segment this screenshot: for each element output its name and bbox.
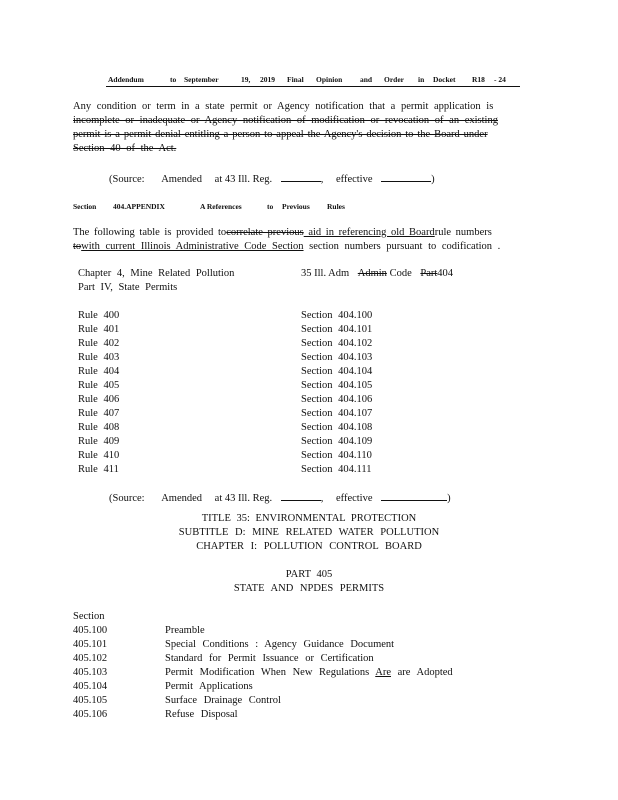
table-head-right-strike1: Admin: [357, 268, 387, 279]
subtitle-line: SUBTITLE D: MINE RELATED WATER POLLUTION: [178, 527, 440, 538]
para2-l1-b: aid in referencing old Board: [303, 227, 435, 238]
section-title: Preamble: [165, 625, 205, 636]
section-number: 405.103: [73, 667, 108, 678]
table-row-section: Section 404.100: [301, 310, 373, 321]
header-year: 2019: [260, 75, 275, 84]
header-docket: Docket: [433, 75, 456, 84]
para1-line3: permit is a permit denial entitling a person to appeal the Agency's decision to the Board under: [73, 129, 488, 140]
para2-line2: [73, 240, 533, 254]
table-head-left-2: Part IV, State Permits: [78, 282, 178, 293]
table-row-section: Section 404.109: [301, 436, 373, 447]
para2-line1: [73, 226, 533, 240]
table-row-rule: Rule 401: [78, 324, 120, 335]
part-name: STATE AND NPDES PERMITS: [233, 583, 385, 594]
source1-effective: effective: [335, 174, 373, 185]
header-day: 19,: [241, 75, 251, 84]
table-row-section: Section 404.102: [301, 338, 373, 349]
header-rule: [106, 86, 520, 87]
table-row-rule: Rule 406: [78, 394, 120, 405]
source1-at: at 43 Ill. Reg.: [214, 174, 273, 185]
header-month: September: [184, 75, 219, 84]
header-and: and: [360, 75, 373, 84]
table-row-rule: Rule 411: [78, 464, 119, 475]
table-row-section: Section 404.110: [301, 450, 372, 461]
header-order: Order: [384, 75, 404, 84]
header-dash: - 24: [494, 75, 506, 84]
table-row-section: Section 404.107: [301, 408, 373, 419]
table-row-rule: Rule 404: [78, 366, 120, 377]
chapter-line: CHAPTER I: POLLUTION CONTROL BOARD: [196, 541, 422, 552]
table-row-rule: Rule 408: [78, 422, 120, 433]
appendix-a: A References: [200, 202, 242, 211]
source2-prefix: (Source:: [109, 493, 145, 504]
table-row-section: Section 404.108: [301, 422, 373, 433]
table-row-rule: Rule 400: [78, 310, 120, 321]
para1-line2: incomplete or inadequate or Agency notification of modification or revocation of an existing: [73, 115, 498, 126]
table-row-section: Section 404.105: [301, 380, 373, 391]
source2-effective: effective: [335, 493, 373, 504]
table-row-rule: Rule 403: [78, 352, 120, 363]
section-title: Standard for Permit Issuance or Certification: [165, 653, 374, 664]
section-number: 405.100: [73, 625, 108, 636]
para2-l1-strike: correlate previous: [226, 227, 304, 238]
appendix-number: 404.APPENDIX: [113, 202, 165, 211]
section-title: Surface Drainage Control: [165, 695, 281, 706]
table-head-right: [301, 268, 453, 279]
source-note-2: [109, 490, 451, 504]
para2-l2-a: to: [73, 241, 82, 252]
source2-close: ): [447, 493, 451, 504]
para1-line4: Section 40 of the Act.: [73, 143, 177, 154]
section-title-underlined: Are: [375, 667, 391, 678]
para2-l1-a: The following table is provided to: [73, 227, 227, 238]
table-row-section: Section 404.101: [301, 324, 373, 335]
table-head-right-a: 35 Ill. Adm: [301, 268, 350, 279]
header-in: in: [418, 75, 425, 84]
table-head-right-b: Code: [389, 268, 412, 279]
header-to: to: [170, 75, 177, 84]
table-row-section: Section 404.103: [301, 352, 373, 363]
appendix-to: to: [267, 202, 274, 211]
section-title: [165, 667, 453, 678]
section-number: 405.105: [73, 695, 108, 706]
section-number: 405.104: [73, 681, 108, 692]
table-head-right-strike2: Part: [420, 268, 438, 279]
para1-line1: Any condition or term in a state permit or Agency notification that a permit application is: [73, 101, 494, 112]
source2-amended: Amended: [161, 493, 203, 504]
para2-l2-b: section numbers pursuant to codification .: [303, 241, 501, 252]
table-row-rule: Rule 405: [78, 380, 120, 391]
header-opinion: Opinion: [316, 75, 343, 84]
source2-date-blank: [381, 490, 447, 501]
para2-l1-c: rule numbers: [434, 227, 492, 238]
section-title: Special Conditions : Agency Guidance Document: [165, 639, 395, 650]
table-head-right-c: 404: [437, 268, 454, 279]
source1-amended: Amended: [161, 174, 203, 185]
table-row-section: Section 404.104: [301, 366, 373, 377]
table-row-rule: Rule 409: [78, 436, 120, 447]
title-line: TITLE 35: ENVIRONMENTAL PROTECTION: [201, 513, 417, 524]
section-number: 405.106: [73, 709, 108, 720]
source1-date-blank: [381, 171, 431, 182]
header-final: Final: [287, 75, 304, 84]
section-list-heading: Section: [73, 611, 105, 622]
section-title: Refuse Disposal: [165, 709, 238, 720]
para2-l2-ul: with current Illinois Administrative Code Section: [81, 241, 304, 252]
header-case: R18: [472, 75, 485, 84]
table-row-rule: Rule 402: [78, 338, 120, 349]
table-head-left-1: Chapter 4, Mine Related Pollution: [78, 268, 235, 279]
source2-at: at 43 Ill. Reg.: [214, 493, 273, 504]
table-row-section: Section 404.111: [301, 464, 372, 475]
section-number: 405.102: [73, 653, 108, 664]
source2-reg-blank: [281, 490, 321, 501]
section-number: 405.101: [73, 639, 108, 650]
source1-close: ): [431, 174, 435, 185]
table-row-rule: Rule 410: [78, 450, 120, 461]
section-title-part-b: are Adopted: [391, 667, 453, 678]
table-row-section: Section 404.106: [301, 394, 373, 405]
header-addendum: Addendum: [108, 75, 144, 84]
appendix-previous: Previous: [282, 202, 310, 211]
section-title: Permit Applications: [165, 681, 253, 692]
table-row-rule: Rule 407: [78, 408, 120, 419]
section-title-part-a: Permit Modification When New Regulations: [165, 667, 376, 678]
appendix-rules: Rules: [327, 202, 345, 211]
source1-prefix: (Source:: [109, 174, 145, 185]
appendix-section: Section: [73, 202, 97, 211]
source1-reg-blank: [281, 171, 321, 182]
source2-comma: ,: [320, 493, 324, 504]
source-note-1: [109, 171, 435, 185]
source1-comma: ,: [320, 174, 324, 185]
part-number: PART 405: [285, 569, 333, 580]
